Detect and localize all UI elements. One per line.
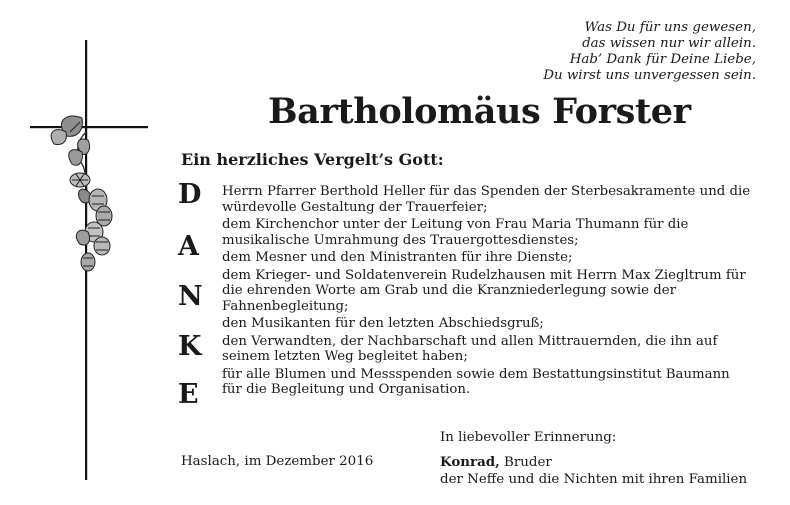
cross-with-hops-icon — [26, 40, 156, 480]
signature-line-1 — [440, 454, 747, 471]
thanks-entry: dem Krieger- und Soldatenverein Rudelzhausen mit Herrn Max Ziegltrum für die ehrenden Worte am Grab und die Kranzniederlegung sowie der Fahnenbegleitung; — [222, 267, 746, 314]
poem-line: Du wirst uns unvergessen sein. — [543, 68, 756, 83]
greeting-heading: Ein herzliches Vergelt’s Gott: — [181, 150, 444, 169]
signature-block — [440, 429, 747, 488]
danke-letter: D — [178, 179, 202, 210]
signature-intro: In liebevoller Erinnerung: — [440, 430, 617, 445]
signature-line-2: der Neffe und die Nichten mit ihren Familien — [440, 472, 748, 487]
poem-line: Was Du für uns gewesen, — [584, 20, 756, 35]
place-date: Haslach, im Dezember 2016 — [181, 454, 374, 469]
thanks-entry: dem Mesner und den Ministranten für ihre Dienste; — [222, 250, 573, 265]
thanks-list — [222, 184, 752, 400]
memorial-poem — [543, 20, 756, 84]
danke-letter: E — [178, 379, 199, 410]
thanks-entry: den Verwandten, der Nachbarschaft und allen Mittrauernden, die ihn auf seinem letzten Weg begleitet haben; — [222, 333, 718, 364]
thanks-entry: für alle Blumen und Messspenden sowie dem Bestattungsinstitut Baumann für die Begleitung und Organisation. — [222, 366, 730, 397]
danke-letter: N — [178, 281, 203, 312]
deceased-name: Bartholomäus Forster — [268, 91, 691, 132]
signature-name: Konrad, — [440, 454, 500, 470]
poem-line: das wissen nur wir allein. — [582, 36, 756, 51]
thanks-entry: den Musikanten für den letzten Abschiedsgruß; — [222, 316, 544, 331]
thanks-entry: dem Kirchenchor unter der Leitung von Frau Maria Thumann für die musikalische Umrahmung des Trauergottesdienstes; — [222, 217, 689, 248]
danke-letter: A — [178, 231, 199, 262]
danke-letter: K — [178, 331, 202, 362]
thanks-entry: Herrn Pfarrer Berthold Heller für das Spenden der Sterbesakramente und die würdevolle Gestaltung der Trauerfeier; — [222, 184, 751, 215]
signature-relation: Bruder — [499, 455, 552, 470]
poem-line: Hab’ Dank für Deine Liebe, — [569, 52, 756, 67]
